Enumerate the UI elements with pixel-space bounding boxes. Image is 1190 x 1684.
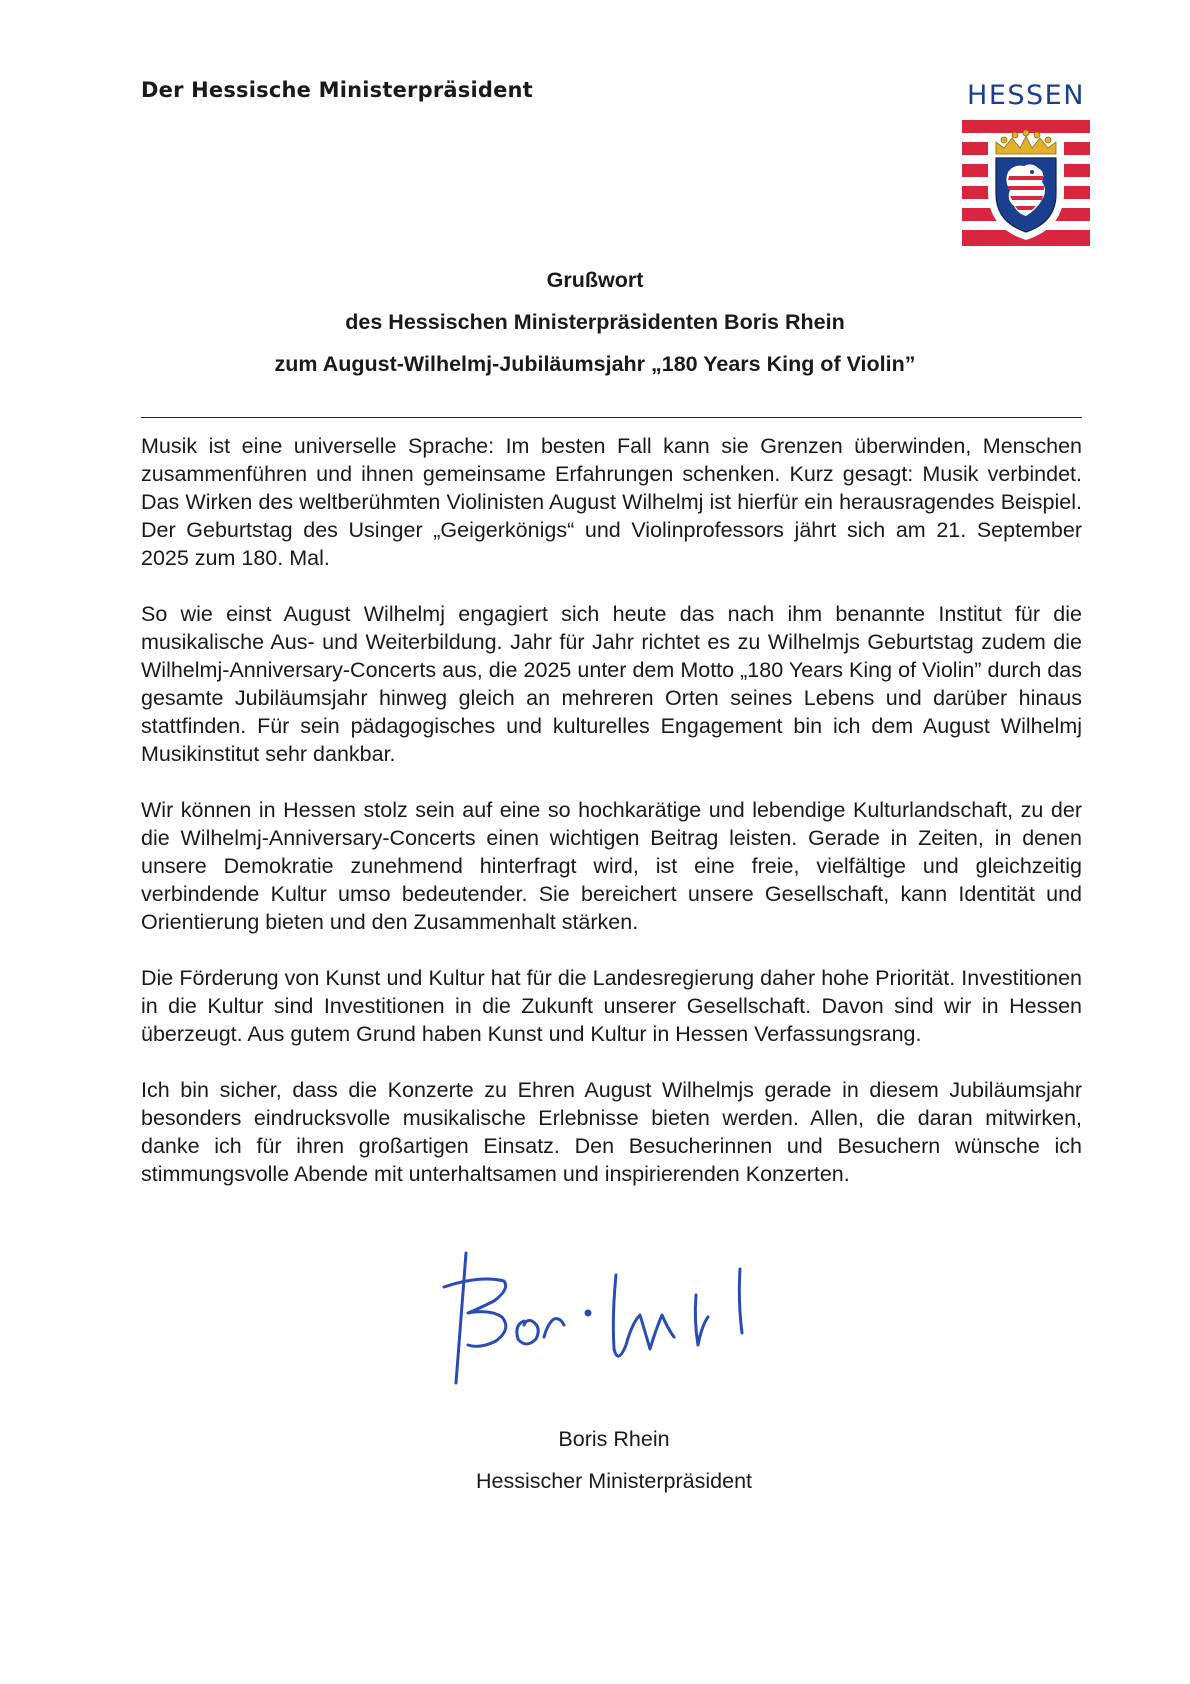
hessen-coat-of-arms-icon <box>962 120 1090 246</box>
paragraph: Wir können in Hessen stolz sein auf eine so hochkarätige und lebendige Kulturlandschaft, zu der die Wilhelmj-Anniversary-Concerts einen wichtigen Beitrag leisten. Gerade in Zeiten, in denen unsere Demokratie zunehmend hinterfragt wird, ist eine freie, vielfältige und gleichzeitig verbindende Kultur umso bedeutender. Sie bereichert unsere Gesellschaft, kann Identität und Orientierung bieten und den Zusammenhalt stärken. <box>141 798 1082 934</box>
letter-body <box>141 432 1082 1216</box>
hessen-logo <box>962 80 1090 246</box>
heading-subtitle: des Hessischen Ministerpräsidenten Boris Rhein <box>345 310 845 334</box>
paragraph: So wie einst August Wilhelmj engagiert sich heute das nach ihm benannte Institut für die musikalische Aus- und Weiterbildung. Jahr für Jahr richtet es zu Wilhelmjs Geburtstag zudem die Wilhelmj-Anniversary-Concerts aus, die 2025 unter dem Motto „180 Years King of Violin” durch das gesamte Jubiläumsjahr hinweg gleich an mehreren Orten seines Lebens und darüber hinaus stattfinden. Für sein pädagogisches und kulturelles Engagement bin ich dem August Wilhelmj Musikinstitut sehr dankbar. <box>141 602 1082 766</box>
signer-block <box>0 1425 1190 1509</box>
signer-title: Hessischer Ministerpräsident <box>475 1469 752 1493</box>
sender-line: Der Hessische Ministerpräsident <box>141 78 533 102</box>
logo-wordmark: HESSEN <box>967 80 1085 111</box>
heading-title: Grußwort <box>546 268 644 292</box>
paragraph: Ich bin sicher, dass die Konzerte zu Ehren August Wilhelmjs gerade in diesem Jubiläumsjahr besonders eindrucksvolle musikalische Erlebnisse bieten werden. Allen, die daran mitwirken, danke ich für ihren großartigen Einsatz. Den Besucherinnen und Besuchern wünsche ich stimmungsvolle Abende mit unterhaltsamen und inspirierenden Konzerten. <box>141 1078 1082 1186</box>
paragraph: Musik ist eine universelle Sprache: Im besten Fall kann sie Grenzen überwinden, Menschen zusammenführen und ihnen gemeinsame Erfahrungen schenken. Kurz gesagt: Musik verbindet. Das Wirken des weltberühmten Violinisten August Wilhelmj ist hierfür ein herausragendes Beispiel. Der Geburtstag des Usinger „Geigerkönigs“ und Violinprofessors jährt sich am 21. September 2025 zum 180. Mal. <box>141 434 1082 570</box>
paragraph: Die Förderung von Kunst und Kultur hat für die Landesregierung daher hohe Priorität. Investitionen in die Kultur sind Investitionen in die Zukunft unserer Gesellschaft. Davon sind wir in Hessen überzeugt. Aus gutem Grund haben Kunst und Kultur in Hessen Verfassungsrang. <box>141 966 1082 1046</box>
horizontal-divider <box>141 417 1082 418</box>
heading-occasion: zum August-Wilhelmj-Jubiläumsjahr „180 Years King of Violin” <box>274 352 916 376</box>
document-heading <box>0 265 1190 391</box>
handwritten-signature <box>440 1245 800 1395</box>
signer-name: Boris Rhein <box>558 1427 670 1451</box>
